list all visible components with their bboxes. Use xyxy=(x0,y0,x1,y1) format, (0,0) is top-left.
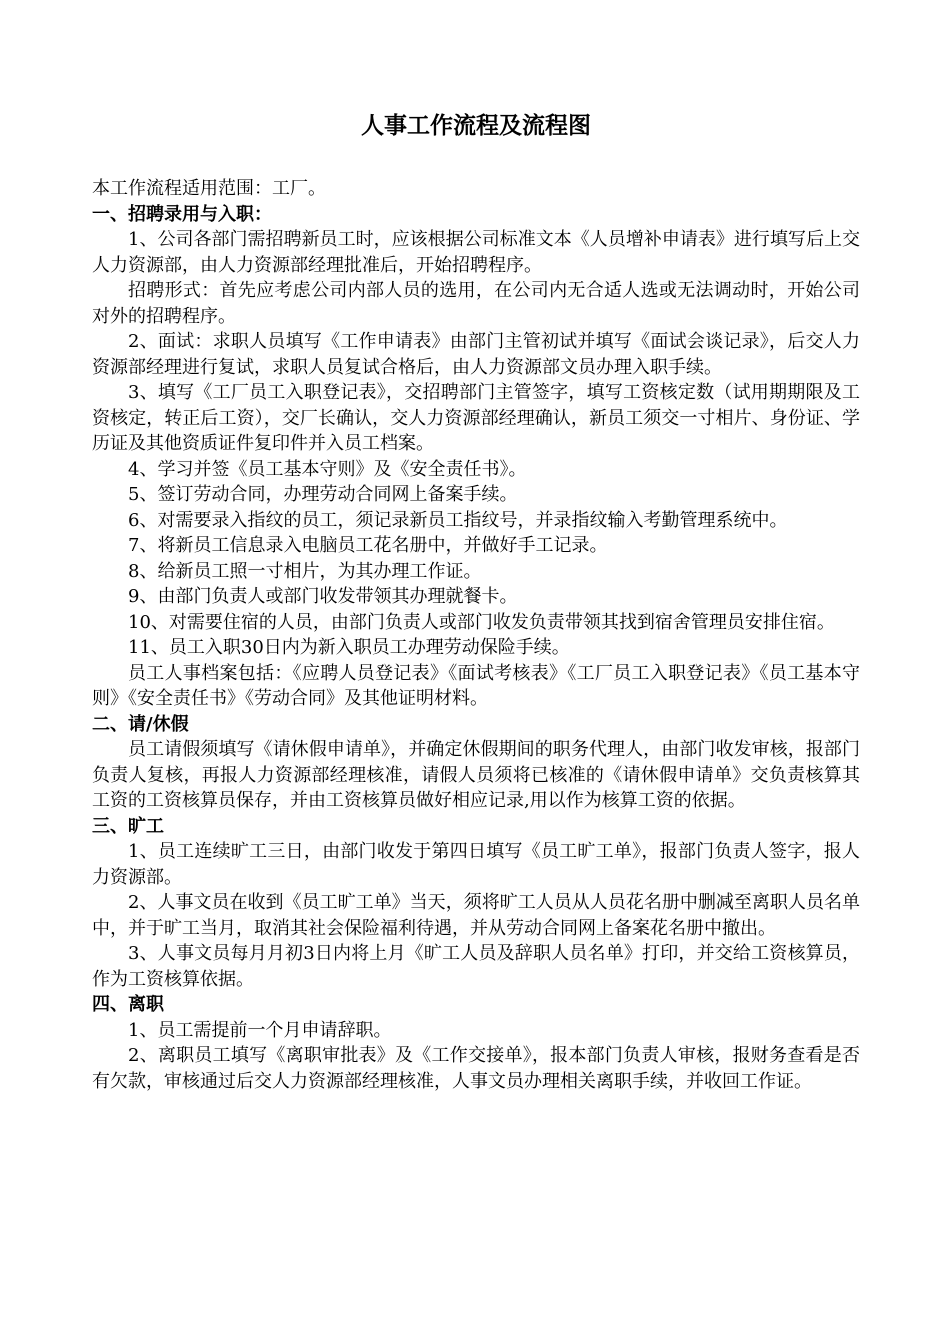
section-paragraph: 2、面试：求职人员填写《工作申请表》由部门主管初试并填写《面试会谈记录》，后交人力资源部经理进行复试，求职人员复试合格后，由人力资源部文员办理入职手续。 xyxy=(92,331,860,378)
section-paragraph: 4、学习并签《员工基本守则》及《安全责任书》。 xyxy=(128,458,527,480)
section-4 xyxy=(92,992,860,1094)
section-paragraph: 3、填写《工厂员工入职登记表》，交招聘部门主管签字，填写工资核定数（试用期期限及工资核定，转正后工资），交厂长确认，交人力资源部经理确认，新员工须交一寸相片、身份证、学历证及其他资质证件复印件并入员工档案。 xyxy=(92,382,860,454)
section-paragraph: 员工请假须填写《请休假申请单》，并确定休假期间的职务代理人，由部门收发审核，报部门负责人复核，再报人力资源部经理核准，请假人员须将已核准的《请休假申请单》交负责核算其工资的工资核算员保存，并由工资核算员做好相应记录,用以作为核算工资的依据。 xyxy=(92,739,860,811)
section-paragraph: 员工人事档案包括：《应聘人员登记表》《面试考核表》《工厂员工入职登记表》《员工基本守则》《安全责任书》《劳动合同》及其他证明材料。 xyxy=(92,662,860,709)
section-1 xyxy=(92,202,860,712)
section-heading: 三、旷工 xyxy=(92,815,164,837)
section-heading: 一、招聘录用与入职： xyxy=(92,203,272,225)
section-paragraph: 6、对需要录入指纹的员工，须记录新员工指纹号，并录指纹输入考勤管理系统中。 xyxy=(128,509,788,531)
section-paragraph: 9、由部门负责人或部门收发带领其办理就餐卡。 xyxy=(128,586,518,607)
scope-statement: 本工作流程适用范围：工厂。 xyxy=(92,178,326,199)
section-3 xyxy=(92,814,860,993)
section-paragraph: 1、公司各部门需招聘新员工时，应该根据公司标准文本《人员增补申请表》进行填写后上交人力资源部，由人力资源部经理批准后，开始招聘程序。 xyxy=(92,229,860,276)
section-paragraph: 1、员工需提前一个月申请辞职。 xyxy=(128,1019,392,1041)
section-paragraph: 2、人事文员在收到《员工旷工单》当天，须将旷工人员从人员花名册中删减至离职人员名单中，并于旷工当月，取消其社会保险福利待遇，并从劳动合同网上备案花名册中撤出。 xyxy=(92,892,860,939)
section-2 xyxy=(92,712,860,814)
document-title: 人事工作流程及流程图 xyxy=(361,112,591,139)
section-paragraph: 2、离职员工填写《离职审批表》及《工作交接单》，报本部门负责人审核，报财务查看是否有欠款，审核通过后交人力资源部经理核准，人事文员办理相关离职手续，并收回工作证。 xyxy=(92,1045,860,1092)
section-paragraph: 10、对需要住宿的人员，由部门负责人或部门收发负责带领其找到宿舍管理员安排住宿。 xyxy=(128,611,835,633)
section-paragraph: 5、签订劳动合同，办理劳动合同网上备案手续。 xyxy=(128,484,518,505)
section-paragraph: 1、员工连续旷工三日，由部门收发于第四日填写《员工旷工单》，报部门负责人签字，报人力资源部。 xyxy=(92,841,860,888)
section-paragraph: 8、给新员工照一寸相片，为其办理工作证。 xyxy=(128,560,482,582)
document-page xyxy=(92,112,860,1094)
section-heading: 四、离职 xyxy=(92,994,164,1015)
section-paragraph: 11、员工入职30日内为新入职员工办理劳动保险手续。 xyxy=(128,637,570,658)
section-paragraph: 3、人事文员每月月初3日内将上月《旷工人员及辞职人员名单》打印，并交给工资核算员，作为工资核算依据。 xyxy=(92,943,860,990)
section-heading: 二、请/休假 xyxy=(92,713,189,735)
section-paragraph: 招聘形式：首先应考虑公司内部人员的选用，在公司内无合适人选或无法调动时，开始公司对外的招聘程序。 xyxy=(92,280,860,327)
section-paragraph: 7、将新员工信息录入电脑员工花名册中，并做好手工记录。 xyxy=(128,535,608,556)
document-body xyxy=(92,202,860,1095)
